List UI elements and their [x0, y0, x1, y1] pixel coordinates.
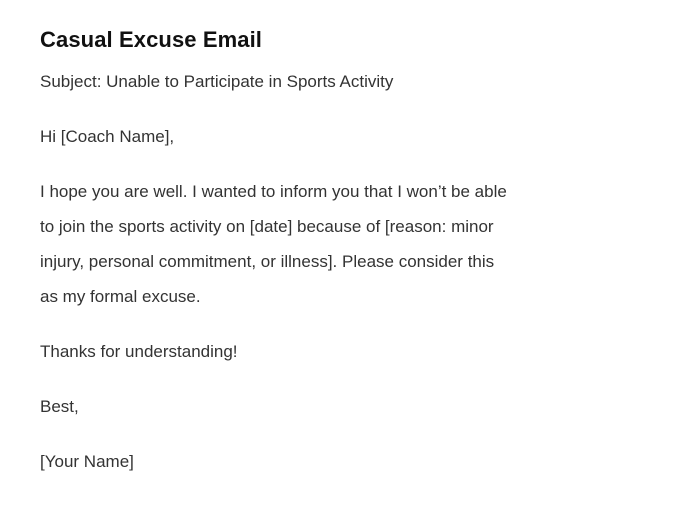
- body-paragraph-line-3: injury, personal commitment, or illness]. Please consider this: [40, 252, 495, 271]
- signature-line: [Your Name]: [40, 452, 134, 471]
- body-paragraph-line-2: to join the sports activity on [date] because of [reason: minor: [40, 217, 494, 236]
- subject-line: Subject: Unable to Participate in Sports Activity: [40, 72, 394, 91]
- body-paragraph-line-1: I hope you are well. I wanted to inform you that I won’t be able: [40, 182, 507, 201]
- body-paragraph: [40, 174, 660, 314]
- signoff-line: Best,: [40, 397, 79, 416]
- page-title: Casual Excuse Email: [40, 27, 263, 52]
- body-paragraph-line-4: as my formal excuse.: [40, 287, 201, 306]
- greeting-line: Hi [Coach Name],: [40, 127, 175, 146]
- closing-line: Thanks for understanding!: [40, 342, 238, 361]
